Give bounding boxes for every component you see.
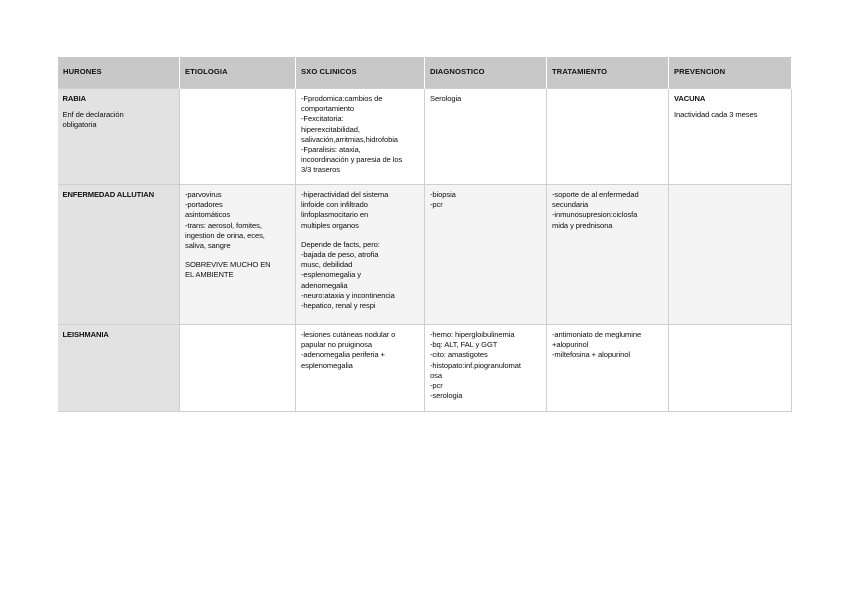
clinicos-text: -hiperactividad del sistema linfoide con infiltrado linfoplasmocitario en multiples organos bbox=[301, 190, 389, 230]
header-sxo-clinicos: SXO CLINICOS bbox=[296, 57, 425, 89]
cell-etiologia bbox=[180, 185, 296, 325]
cell-tratamiento: -antimoniato de meglumine +alopurinol -miltefosina + alopurinol bbox=[547, 325, 669, 412]
cell-clinicos: -lesiones cutáneas nodular o papular no pruiginosa -adenomegalia periferia + esplenomegalia bbox=[296, 325, 425, 412]
cell-etiologia bbox=[180, 89, 296, 185]
cell-tratamiento bbox=[547, 89, 669, 185]
diseases-table bbox=[57, 57, 792, 412]
prevencion-title: VACUNA bbox=[674, 94, 706, 103]
header-diagnostico: DIAGNOSTICO bbox=[425, 57, 547, 89]
row-label-cell bbox=[58, 185, 180, 325]
cell-clinicos bbox=[296, 185, 425, 325]
row-label-cell bbox=[58, 89, 180, 185]
disease-note: Enf de declaración obligatoria bbox=[62, 110, 124, 130]
header-hurones: HURONES bbox=[58, 57, 180, 89]
table-row bbox=[58, 185, 792, 325]
row-label-cell bbox=[58, 325, 180, 412]
table-header-row bbox=[58, 57, 792, 89]
table-row bbox=[58, 89, 792, 185]
cell-tratamiento: -soporte de al enfermedad secundaria -inmunosupresion:ciclosfa mida y prednisona bbox=[547, 185, 669, 325]
disease-name: ENFERMEDAD ALLUTIAN bbox=[62, 190, 154, 199]
disease-name: RABIA bbox=[62, 94, 87, 103]
cell-etiologia bbox=[180, 325, 296, 412]
cell-diagnostico: -hemo: hipergloibulinemia -bq: ALT, FAL y GGT -cito: amastigotes -histopato:inf.piogranulomat osa -pcr -serologia bbox=[425, 325, 547, 412]
prevencion-text: Inactividad cada 3 meses bbox=[674, 110, 758, 120]
table-row bbox=[58, 325, 792, 412]
cell-diagnostico: -biopsia -pcr bbox=[425, 185, 547, 325]
cell-prevencion bbox=[669, 89, 792, 185]
cell-prevencion bbox=[669, 185, 792, 325]
disease-name: LEISHMANIA bbox=[62, 330, 109, 339]
etiologia-extra: SOBREVIVE MUCHO EN EL AMBIENTE bbox=[185, 260, 271, 280]
header-tratamiento: TRATAMIENTO bbox=[547, 57, 669, 89]
cell-clinicos: -Fprodomica:cambios de comportamiento -Fexcitatoria: hiperexcitabilidad, salivación,arritmias,hidrofobia -Fparalisis: ataxia, incoordinación y paresia de los 3/3 traseros bbox=[296, 89, 425, 185]
header-etiologia: ETIOLOGIA bbox=[180, 57, 296, 89]
header-prevencion: PREVENCION bbox=[669, 57, 792, 89]
etiologia-text: -parvovirus -portadores asintomáticos -trans: aerosol, fomites, ingestion de orina, eces, saliva, sangre bbox=[185, 190, 265, 251]
cell-prevencion bbox=[669, 325, 792, 412]
clinicos-extra: Depende de facts, pero: -bajada de peso, atrofia musc, debilidad -esplenomegalia y adenomegalia -neuro:ataxia y incontinencia -hepatico, renal y respi bbox=[301, 239, 395, 311]
cell-diagnostico: Serologia bbox=[425, 89, 547, 185]
